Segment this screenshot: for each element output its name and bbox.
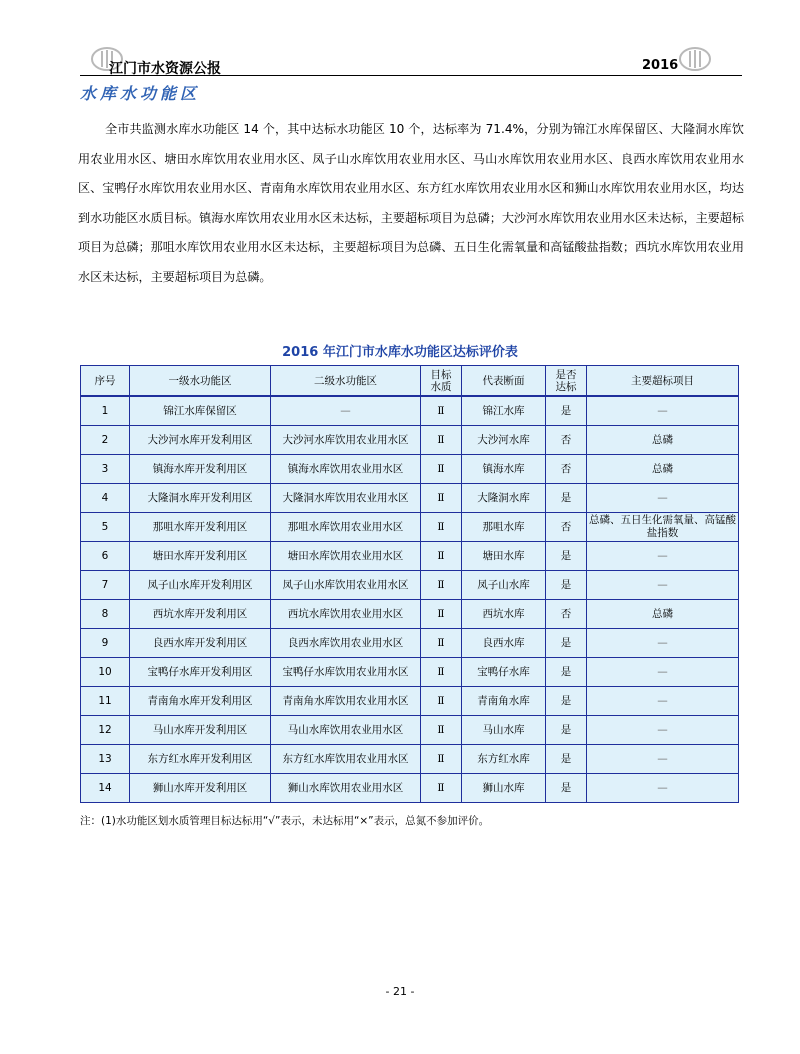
cell-primary-zone: 大沙河水库开发利用区: [130, 426, 271, 455]
cell-seq: 8: [81, 600, 130, 629]
cell-primary-zone: 宝鸭仔水库开发利用区: [130, 658, 271, 687]
cell-compliant: 是: [546, 396, 587, 426]
cell-secondary-zone: 狮山水库饮用农业用水区: [271, 774, 421, 803]
cell-seq: 2: [81, 426, 130, 455]
cell-section: 那咀水库: [462, 513, 546, 542]
cell-seq: 13: [81, 745, 130, 774]
table-row: [81, 745, 739, 774]
table-row: [81, 687, 739, 716]
cell-compliant: 是: [546, 716, 587, 745]
cell-seq: 14: [81, 774, 130, 803]
cell-compliant: 否: [546, 513, 587, 542]
cell-seq: 11: [81, 687, 130, 716]
cell-primary-zone: 大隆洞水库开发利用区: [130, 484, 271, 513]
cell-target-quality: Ⅱ: [421, 396, 462, 426]
table-header-row: [81, 366, 739, 397]
cell-target-quality: Ⅱ: [421, 455, 462, 484]
cell-target-quality: Ⅱ: [421, 774, 462, 803]
header-section: 代表断面: [462, 366, 546, 397]
cell-section: 狮山水库: [462, 774, 546, 803]
header-seq: 序号: [81, 366, 130, 397]
cell-secondary-zone: 塘田水库饮用农业用水区: [271, 542, 421, 571]
cell-secondary-zone: 大沙河水库饮用农业用水区: [271, 426, 421, 455]
cell-compliant: 否: [546, 600, 587, 629]
page-header: [80, 40, 740, 76]
cell-compliant: 否: [546, 455, 587, 484]
cell-secondary-zone: —: [271, 396, 421, 426]
cell-target-quality: Ⅱ: [421, 658, 462, 687]
cell-primary-zone: 良西水库开发利用区: [130, 629, 271, 658]
cell-seq: 12: [81, 716, 130, 745]
cell-exceed-items: 总磷: [587, 455, 739, 484]
page-number: - 21 -: [385, 985, 415, 998]
report-year: 2016: [642, 58, 679, 73]
cell-compliant: 是: [546, 542, 587, 571]
cell-target-quality: Ⅱ: [421, 571, 462, 600]
table-row: [81, 774, 739, 803]
cell-secondary-zone: 青南角水库饮用农业用水区: [271, 687, 421, 716]
cell-target-quality: Ⅱ: [421, 600, 462, 629]
cell-section: 西坑水库: [462, 600, 546, 629]
cell-exceed-items: —: [587, 745, 739, 774]
cell-secondary-zone: 东方红水库饮用农业用水区: [271, 745, 421, 774]
cell-seq: 6: [81, 542, 130, 571]
table-row: [81, 658, 739, 687]
cell-exceed-items: —: [587, 571, 739, 600]
cell-primary-zone: 凤子山水库开发利用区: [130, 571, 271, 600]
cell-primary-zone: 狮山水库开发利用区: [130, 774, 271, 803]
cell-primary-zone: 东方红水库开发利用区: [130, 745, 271, 774]
table-row: [81, 426, 739, 455]
cell-seq: 7: [81, 571, 130, 600]
cell-exceed-items: 总磷: [587, 600, 739, 629]
cell-compliant: 是: [546, 774, 587, 803]
cell-primary-zone: 西坑水库开发利用区: [130, 600, 271, 629]
table-note: 注：(1)水功能区划水质管理目标达标用“√”表示，未达标用“×”表示，总氮不参加评价。: [80, 815, 490, 827]
cell-exceed-items: —: [587, 658, 739, 687]
cell-secondary-zone: 良西水库饮用农业用水区: [271, 629, 421, 658]
cell-target-quality: Ⅱ: [421, 687, 462, 716]
table-body: [81, 396, 739, 803]
cell-target-quality: Ⅱ: [421, 745, 462, 774]
cell-compliant: 是: [546, 571, 587, 600]
cell-section: 宝鸭仔水库: [462, 658, 546, 687]
cell-secondary-zone: 马山水库饮用农业用水区: [271, 716, 421, 745]
cell-section: 凤子山水库: [462, 571, 546, 600]
cell-section: 大隆洞水库: [462, 484, 546, 513]
cell-section: 锦江水库: [462, 396, 546, 426]
body-paragraph: 全市共监测水库水功能区 14 个，其中达标水功能区 10 个，达标率为 71.4%，分别为锦江水库保留区、大隆洞水库饮用农业用水区、塘田水库饮用农业用水区、凤子山水库饮用农业用水区、马山水库饮用农业用水区、良西水库饮用农业用水区、宝鸭仔水库饮用农业用水区、青南角水库饮用农业用水区、东方红水库饮用农业用水区和狮山水库饮用农业用水区，均达到水功能区水质目标。镇海水库饮用农业用水区未达标，主要超标项目为总磷；大沙河水库饮用农业用水区未达标，主要超标项目为总磷；那咀水库饮用农业用水区未达标，主要超标项目为总磷、五日生化需氧量和高锰酸盐指数；西坑水库饮用农业用水区未达标，主要超标项目为总磷。: [78, 122, 744, 284]
cell-exceed-items: —: [587, 716, 739, 745]
cell-section: 镇海水库: [462, 455, 546, 484]
cell-seq: 5: [81, 513, 130, 542]
header-exceed-items: 主要超标项目: [587, 366, 739, 397]
cell-exceed-items: —: [587, 396, 739, 426]
cell-primary-zone: 镇海水库开发利用区: [130, 455, 271, 484]
table-row: [81, 396, 739, 426]
cell-seq: 1: [81, 396, 130, 426]
table-row: [81, 629, 739, 658]
cell-section: 马山水库: [462, 716, 546, 745]
table-title: 2016 年江门市水库水功能区达标评价表: [282, 345, 518, 360]
cell-primary-zone: 锦江水库保留区: [130, 396, 271, 426]
cell-target-quality: Ⅱ: [421, 716, 462, 745]
table-row: [81, 542, 739, 571]
header-compliant: 是否达标: [546, 366, 587, 397]
cell-exceed-items: —: [587, 542, 739, 571]
cell-section: 良西水库: [462, 629, 546, 658]
cell-exceed-items: 总磷: [587, 426, 739, 455]
cell-exceed-items: 总磷、五日生化需氧量、高锰酸盐指数: [587, 513, 739, 542]
cell-seq: 4: [81, 484, 130, 513]
cell-primary-zone: 塘田水库开发利用区: [130, 542, 271, 571]
cell-section: 塘田水库: [462, 542, 546, 571]
cell-secondary-zone: 镇海水库饮用农业用水区: [271, 455, 421, 484]
cell-primary-zone: 那咀水库开发利用区: [130, 513, 271, 542]
section-title: 水库水功能区: [80, 84, 201, 103]
cell-compliant: 是: [546, 745, 587, 774]
header-divider: [80, 75, 742, 76]
cell-seq: 3: [81, 455, 130, 484]
cell-seq: 10: [81, 658, 130, 687]
table-row: [81, 513, 739, 542]
cell-target-quality: Ⅱ: [421, 426, 462, 455]
cell-section: 大沙河水库: [462, 426, 546, 455]
cell-secondary-zone: 宝鸭仔水库饮用农业用水区: [271, 658, 421, 687]
cell-seq: 9: [81, 629, 130, 658]
cell-secondary-zone: 西坑水库饮用农业用水区: [271, 600, 421, 629]
cell-section: 东方红水库: [462, 745, 546, 774]
header-target-quality: 目标水质: [421, 366, 462, 397]
cell-exceed-items: —: [587, 774, 739, 803]
cell-target-quality: Ⅱ: [421, 542, 462, 571]
cell-exceed-items: —: [587, 484, 739, 513]
table-row: [81, 716, 739, 745]
table-row: [81, 571, 739, 600]
cell-target-quality: Ⅱ: [421, 484, 462, 513]
cell-target-quality: Ⅱ: [421, 629, 462, 658]
report-title: 江门市水资源公报: [109, 61, 221, 77]
cell-primary-zone: 马山水库开发利用区: [130, 716, 271, 745]
cell-compliant: 否: [546, 426, 587, 455]
table-row: [81, 484, 739, 513]
cell-compliant: 是: [546, 629, 587, 658]
logo-icon: [678, 46, 712, 72]
header-primary-zone: 一级水功能区: [130, 366, 271, 397]
table-row: [81, 455, 739, 484]
cell-secondary-zone: 凤子山水库饮用农业用水区: [271, 571, 421, 600]
cell-exceed-items: —: [587, 629, 739, 658]
cell-primary-zone: 青南角水库开发利用区: [130, 687, 271, 716]
cell-section: 青南角水库: [462, 687, 546, 716]
cell-compliant: 是: [546, 658, 587, 687]
evaluation-table: [80, 365, 739, 803]
cell-target-quality: Ⅱ: [421, 513, 462, 542]
table-row: [81, 600, 739, 629]
cell-exceed-items: —: [587, 687, 739, 716]
cell-secondary-zone: 那咀水库饮用农业用水区: [271, 513, 421, 542]
cell-secondary-zone: 大隆洞水库饮用农业用水区: [271, 484, 421, 513]
cell-compliant: 是: [546, 484, 587, 513]
cell-compliant: 是: [546, 687, 587, 716]
header-secondary-zone: 二级水功能区: [271, 366, 421, 397]
